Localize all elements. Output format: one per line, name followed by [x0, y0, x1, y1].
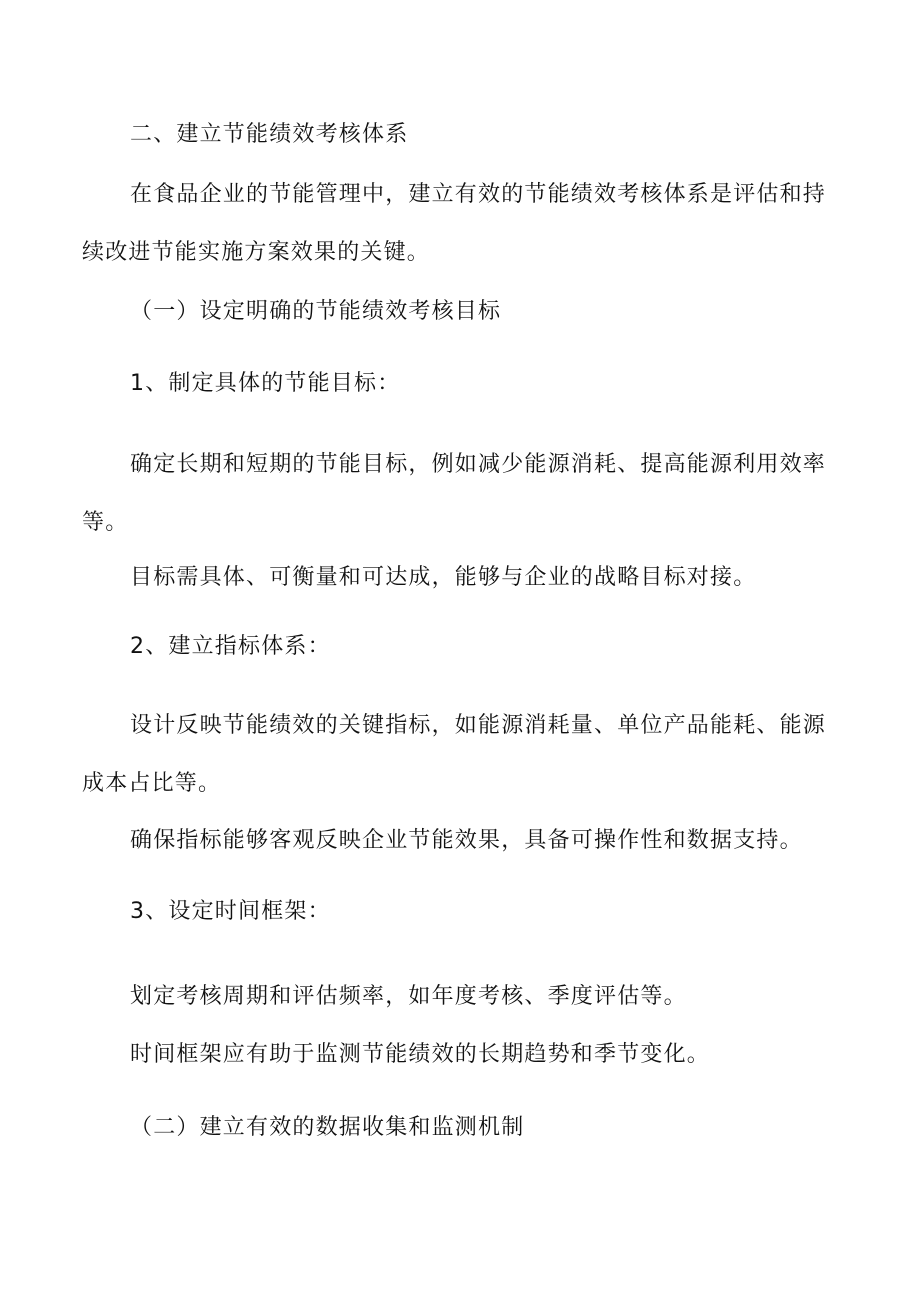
item-2-paragraph-2: 确保指标能够客观反映企业节能效果，具备可操作性和数据支持。: [130, 828, 803, 853]
item-2-title: 2、建立指标体系：: [130, 634, 331, 659]
section-heading: 二、建立节能绩效考核体系: [130, 122, 409, 147]
sub-heading-2: （二）建立有效的数据收集和监测机制: [130, 1115, 525, 1140]
intro-paragraph: 在食品企业的节能管理中，建立有效的节能绩效考核体系是评估和持续改进节能实施方案效果的关键。: [82, 182, 827, 265]
item-3-paragraph-1: 划定考核周期和评估频率，如年度考核、季度评估等。: [130, 984, 687, 1009]
item-1-paragraph-1: 确定长期和短期的节能目标，例如减少能源消耗、提高能源利用效率等。: [82, 452, 827, 535]
item-3-paragraph-2: 时间框架应有助于监测节能绩效的长期趋势和季节变化。: [130, 1042, 711, 1067]
item-1-title: 1、制定具体的节能目标：: [130, 371, 401, 396]
item-1-paragraph-2: 目标需具体、可衡量和可达成，能够与企业的战略目标对接。: [130, 565, 757, 590]
item-3-title: 3、设定时间框架：: [130, 899, 331, 924]
sub-heading-1: （一）设定明确的节能绩效考核目标: [130, 299, 502, 324]
item-2-paragraph-1: 设计反映节能绩效的关键指标，如能源消耗量、单位产品能耗、能源成本占比等。: [82, 713, 827, 796]
